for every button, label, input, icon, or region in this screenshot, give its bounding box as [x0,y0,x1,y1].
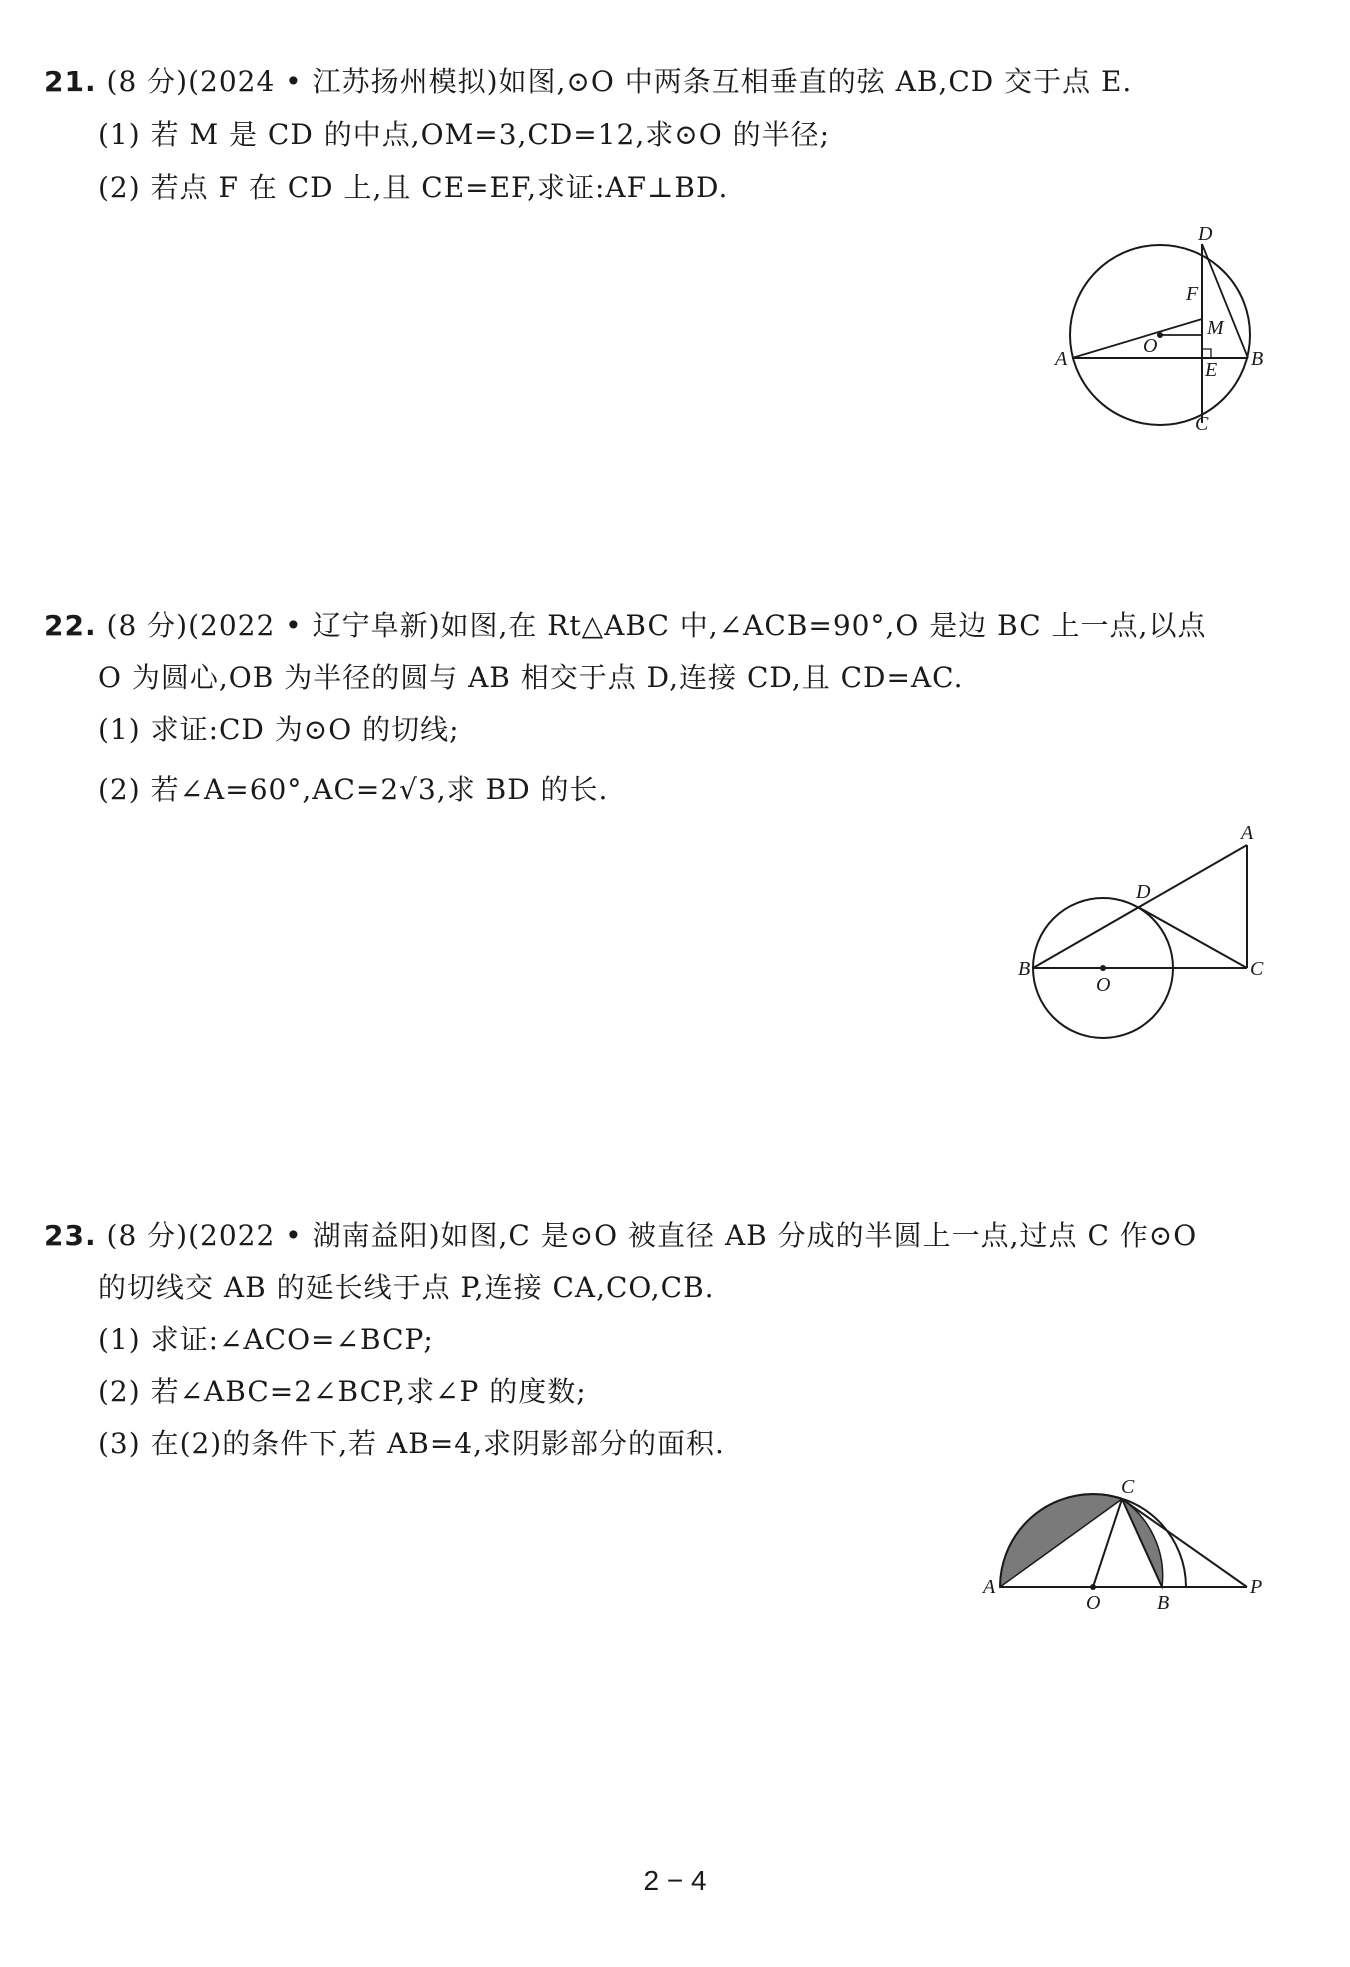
problem-23-part-3: (3) 在(2)的条件下,若 AB=4,求阴影部分的面积. [98,1427,725,1460]
segment-bd [1202,244,1248,358]
problem-number: 21. [44,65,97,98]
label-c: C [1195,413,1209,435]
problem-header: (8 分)(2022 • 辽宁阜新)如图,在 Rt△ABC 中,∠ACB=90°,O 是边 BC 上一点,以点 [106,609,1207,642]
problem-21-part-2: (2) 若点 F 在 CD 上,且 CE=EF,求证:AF⊥BD. [98,171,729,204]
label-b: B [1018,958,1031,980]
segment-af [1072,319,1202,358]
label-f: F [1186,283,1199,305]
problem-number: 22. [44,609,97,642]
label-b: B [1157,1592,1170,1614]
label-o: O [1096,974,1111,996]
label-b: B [1251,348,1264,370]
label-a: A [1055,348,1068,370]
label-c: C [1121,1476,1135,1498]
problem-header: (8 分)(2024 • 江苏扬州模拟)如图,⊙O 中两条互相垂直的弦 AB,CD 交于点 E. [106,65,1133,98]
label-a: A [983,1576,996,1598]
label-o: O [1086,1592,1101,1614]
problem-21-figure [1045,222,1285,437]
label-o: O [1143,335,1158,357]
label-e: E [1205,359,1218,381]
problem-number: 23. [44,1219,97,1252]
label-m: M [1207,317,1224,339]
problem-22-part-1: (1) 求证:CD 为⊙O 的切线; [98,713,460,746]
problem-22-part-2: (2) 若∠A=60°,AC=2√3,求 BD 的长. [98,773,609,806]
label-d: D [1136,881,1151,903]
segment-cd [1138,907,1247,968]
problem-21-part-1: (1) 若 M 是 CD 的中点,OM=3,CD=12,求⊙O 的半径; [98,118,831,151]
problem-22-figure [1010,825,1280,1050]
center-dot [1157,332,1163,338]
problem-21-header-line [44,64,1132,100]
problem-header: (8 分)(2022 • 湖南益阳)如图,C 是⊙O 被直径 AB 分成的半圆上一点,过点 C 作⊙O [106,1219,1198,1252]
problem-23-header-line [44,1218,1197,1254]
page-number: 2 − 4 [643,1865,707,1896]
label-p: P [1250,1576,1263,1598]
label-a: A [1241,825,1254,844]
problem-23-part-2: (2) 若∠ABC=2∠BCP,求∠P 的度数; [98,1375,587,1408]
problem-22-header-cont: O 为圆心,OB 为半径的圆与 AB 相交于点 D,连接 CD,且 CD=AC. [98,661,964,694]
center-dot [1100,965,1106,971]
label-c: C [1250,958,1264,980]
label-d: D [1198,223,1213,245]
problem-22-header-line [44,608,1206,644]
problem-23-header-cont: 的切线交 AB 的延长线于点 P,连接 CA,CO,CB. [98,1271,715,1304]
problem-23-part-1: (1) 求证:∠ACO=∠BCP; [98,1323,434,1356]
right-angle-mark [1202,349,1211,358]
center-dot [1090,1584,1096,1590]
shaded-region-ac [1000,1494,1122,1587]
problem-23-figure [975,1475,1275,1615]
